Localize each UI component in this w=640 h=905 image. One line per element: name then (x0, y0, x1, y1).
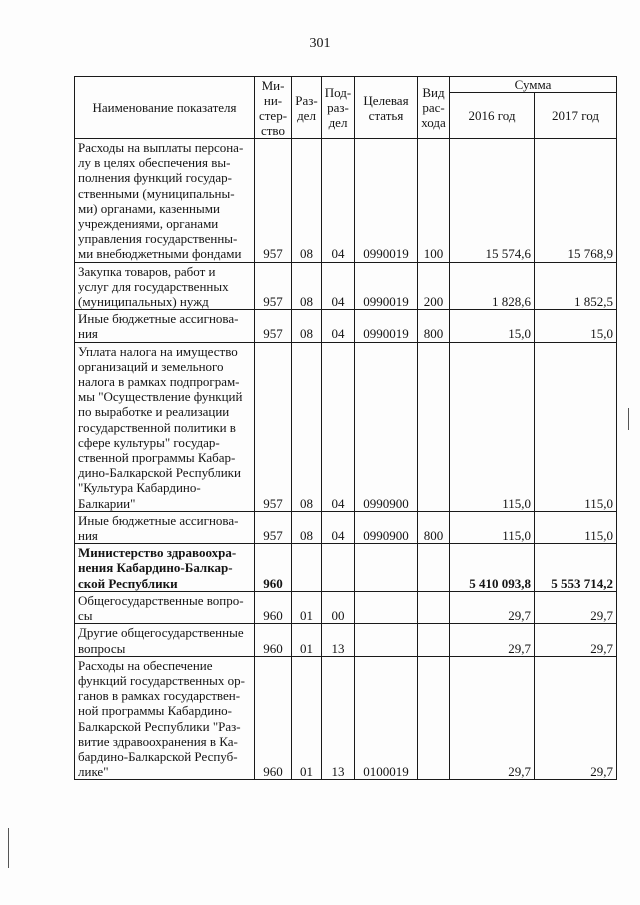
row-ministry: 957 (255, 262, 292, 310)
row-target (355, 591, 418, 623)
row-section: 08 (292, 310, 322, 342)
table-row (75, 310, 617, 342)
table-row (75, 342, 617, 511)
row-section: 08 (292, 262, 322, 310)
header-subsection: Под- раз- дел (322, 77, 355, 139)
header-sum: Сумма (450, 77, 617, 93)
row-subsection: 04 (322, 511, 355, 543)
row-expense-type: 800 (418, 511, 450, 543)
table-header (75, 77, 617, 139)
row-name: Общегосударственные вопро- сы (75, 591, 255, 623)
row-section (292, 544, 322, 592)
row-sum-2016: 15 574,6 (450, 139, 535, 263)
row-subsection: 04 (322, 139, 355, 263)
row-sum-2017: 5 553 714,2 (535, 544, 617, 592)
row-expense-type (418, 544, 450, 592)
row-name: Уплата налога на имущество организаций и земельного налога в рамках подпрограм- мы "Осуществление функций по выработке и реализации государственной политики в сфере культуры" государ- ственной программы Кабар- дино-Балкарской Республики "Культура Кабардино- Балкарии" (75, 342, 255, 511)
row-ministry: 960 (255, 624, 292, 656)
row-ministry: 957 (255, 139, 292, 263)
row-sum-2016: 5 410 093,8 (450, 544, 535, 592)
row-subsection (322, 544, 355, 592)
row-sum-2017: 29,7 (535, 656, 617, 780)
row-sum-2016: 29,7 (450, 591, 535, 623)
table-row (75, 591, 617, 623)
table-body (75, 139, 617, 780)
row-target: 0990019 (355, 310, 418, 342)
table-row (75, 139, 617, 263)
row-expense-type: 800 (418, 310, 450, 342)
row-name: Иные бюджетные ассигнова- ния (75, 511, 255, 543)
row-target (355, 624, 418, 656)
row-target: 0990019 (355, 262, 418, 310)
row-sum-2017: 115,0 (535, 511, 617, 543)
row-section: 08 (292, 139, 322, 263)
row-ministry: 960 (255, 544, 292, 592)
row-sum-2017: 15,0 (535, 310, 617, 342)
row-sum-2016: 29,7 (450, 624, 535, 656)
row-sum-2017: 29,7 (535, 591, 617, 623)
row-subsection: 04 (322, 310, 355, 342)
row-expense-type: 200 (418, 262, 450, 310)
header-section: Раз- дел (292, 77, 322, 139)
page-number: 301 (309, 36, 331, 51)
row-subsection: 13 (322, 624, 355, 656)
row-sum-2016: 1 828,6 (450, 262, 535, 310)
row-expense-type (418, 342, 450, 511)
row-subsection: 13 (322, 656, 355, 780)
row-subsection: 04 (322, 342, 355, 511)
row-section: 01 (292, 656, 322, 780)
row-ministry: 960 (255, 591, 292, 623)
row-expense-type (418, 656, 450, 780)
row-target: 0100019 (355, 656, 418, 780)
row-sum-2017: 15 768,9 (535, 139, 617, 263)
table-row (75, 544, 617, 592)
budget-table (74, 76, 617, 780)
row-target: 0990900 (355, 511, 418, 543)
row-expense-type: 100 (418, 139, 450, 263)
row-name: Иные бюджетные ассигнова- ния (75, 310, 255, 342)
row-section: 01 (292, 624, 322, 656)
table-row (75, 656, 617, 780)
row-ministry: 957 (255, 342, 292, 511)
row-sum-2016: 29,7 (450, 656, 535, 780)
row-ministry: 957 (255, 511, 292, 543)
row-section: 01 (292, 591, 322, 623)
header-name: Наименование показателя (75, 77, 255, 139)
row-sum-2016: 15,0 (450, 310, 535, 342)
row-name: Расходы на обеспечение функций государственных ор- ганов в рамках государствен- ной программы Кабардино- Балкарской Республики "Раз- витие здравоохранения в Ка- бардино-Балкарской Респуб- лике" (75, 656, 255, 780)
row-sum-2017: 115,0 (535, 342, 617, 511)
row-sum-2017: 29,7 (535, 624, 617, 656)
row-target: 0990019 (355, 139, 418, 263)
row-name: Закупка товаров, работ и услуг для государственных (муниципальных) нужд (75, 262, 255, 310)
row-ministry: 960 (255, 656, 292, 780)
row-sum-2016: 115,0 (450, 511, 535, 543)
row-ministry: 957 (255, 310, 292, 342)
row-target (355, 544, 418, 592)
margin-mark (628, 408, 629, 430)
header-expense-type: Вид рас- хода (418, 77, 450, 139)
row-name: Расходы на выплаты персона- лу в целях обеспечения вы- полнения функций государ- ственными (муниципальны- ми) органами, казенными учреждениями, органами управления государственны- ми внебюджетными фондами (75, 139, 255, 263)
row-target: 0990900 (355, 342, 418, 511)
row-section: 08 (292, 511, 322, 543)
row-subsection: 00 (322, 591, 355, 623)
header-target: Целевая статья (355, 77, 418, 139)
header-ministry: Ми- ни- стер- ство (255, 77, 292, 139)
margin-mark (8, 828, 9, 868)
row-sum-2016: 115,0 (450, 342, 535, 511)
table-row (75, 262, 617, 310)
row-section: 08 (292, 342, 322, 511)
header-year-2016: 2016 год (450, 93, 535, 139)
table-row (75, 624, 617, 656)
row-name: Министерство здравоохра- нения Кабардино-Балкар- ской Республики (75, 544, 255, 592)
row-sum-2017: 1 852,5 (535, 262, 617, 310)
row-subsection: 04 (322, 262, 355, 310)
header-year-2017: 2017 год (535, 93, 617, 139)
row-name: Другие общегосударственные вопросы (75, 624, 255, 656)
row-expense-type (418, 624, 450, 656)
table-row (75, 511, 617, 543)
row-expense-type (418, 591, 450, 623)
